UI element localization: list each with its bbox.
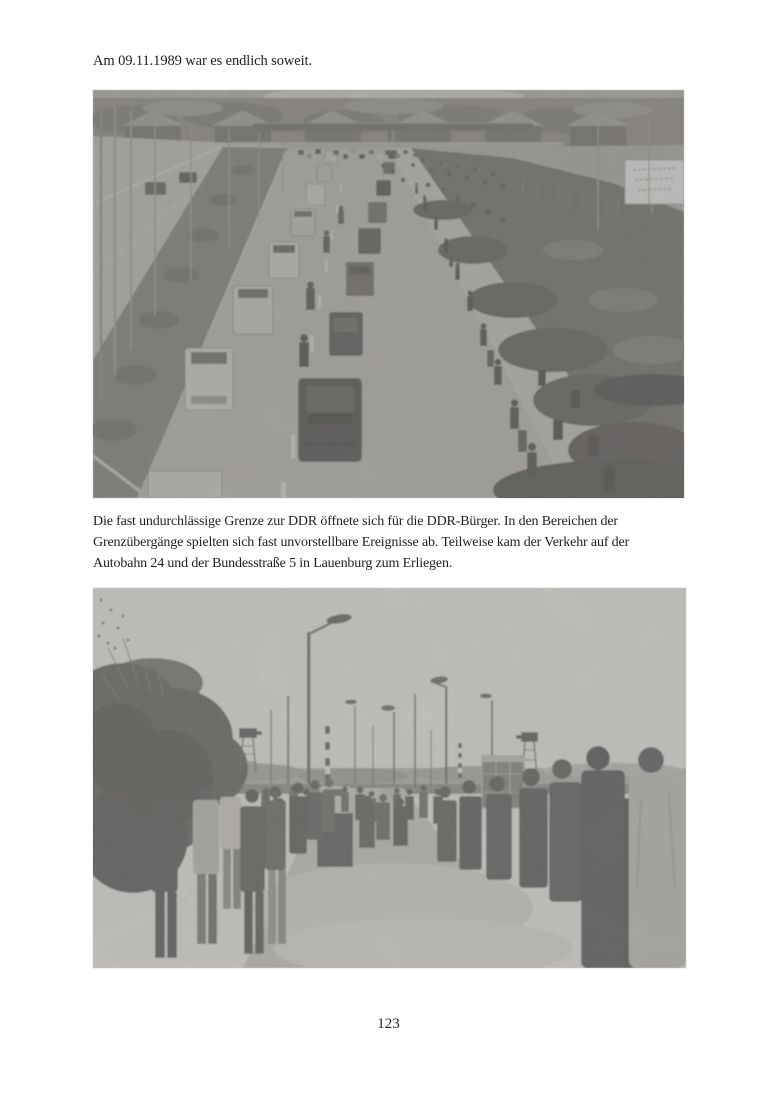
photo1-grain-light (93, 90, 684, 498)
page-number: 123 (377, 1016, 400, 1032)
photo2-illustration (93, 588, 686, 968)
paragraph-line: Die fast undurchlässige Grenze zur DDR öffnete sich für die DDR-Bürger. In den Bereichen der (93, 514, 618, 529)
photo-autobahn-border-crossing (93, 90, 684, 498)
paragraph-line: Grenzübergänge spielten sich fast unvorstellbare Ereignisse ab. Teilweise kam der Verkehr auf der (93, 535, 630, 550)
photo2-grain-light (93, 588, 686, 968)
photo1-illustration (93, 90, 684, 498)
photo-crowd-at-border (93, 588, 686, 968)
intro-text: Am 09.11.1989 war es endlich soweit. (93, 53, 312, 69)
body-paragraph (93, 511, 629, 574)
paragraph-line: Autobahn 24 und der Bundesstraße 5 in Lauenburg zum Erliegen. (93, 556, 453, 571)
